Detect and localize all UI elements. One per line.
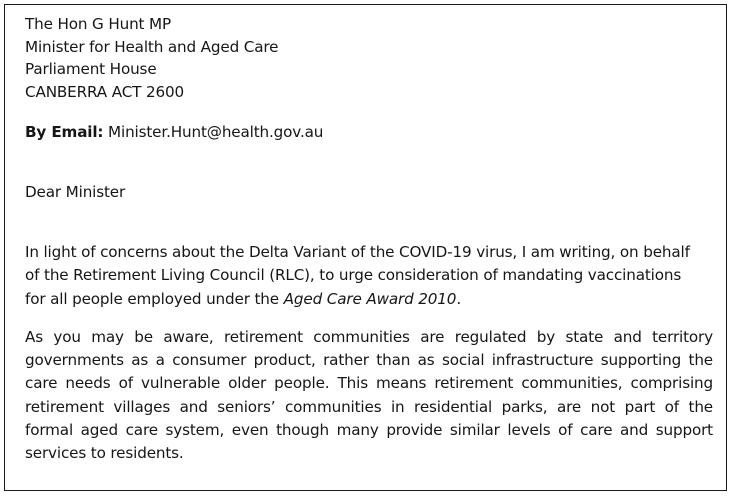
paragraph-2-line: formal aged care system, even though many provide similar levels of care and support [25,421,713,440]
paragraph-2-line: As you may be aware, retirement communities are regulated by state and territory [25,327,713,346]
paragraph-2 [25,326,713,466]
email-address: Minister.Hunt@health.gov.au [108,123,324,141]
paragraph-2-line: services to residents. [25,444,184,463]
paragraph-1 [25,241,713,311]
letter-body [25,13,713,466]
email-label: By Email: [25,123,104,141]
recipient-address [25,13,713,103]
letter-frame [4,4,727,491]
salutation: Dear Minister [25,183,126,201]
paragraph-2-line: governments as a consumer product, rather than as social infrastructure supporting the [25,351,713,370]
paragraph-1-line-1: In light of concerns about the Delta Variant of the COVID-19 virus, I am writing, on behalf [25,243,690,261]
award-title: Aged Care Award 2010 [283,289,457,308]
paragraph-1-line-2: of the Retirement Living Council (RLC), to urge consideration of mandating vaccinations [25,266,682,285]
recipient-city: CANBERRA ACT 2600 [25,82,185,101]
email-line [25,121,713,143]
recipient-name: The Hon G Hunt MP [25,15,172,33]
paragraph-1-line-3 [25,288,713,311]
paragraph-2-line: care needs of vulnerable older people. This means retirement communities, comprising [25,374,713,393]
paragraph-2-line: retirement villages and seniors’ communities in residential parks, are not part of the [25,397,713,416]
paragraph-1-line-3-start: for all people employed under the [25,289,284,308]
recipient-building: Parliament House [25,60,157,78]
recipient-title: Minister for Health and Aged Care [25,37,279,56]
paragraph-1-line-3-end: . [456,289,461,308]
